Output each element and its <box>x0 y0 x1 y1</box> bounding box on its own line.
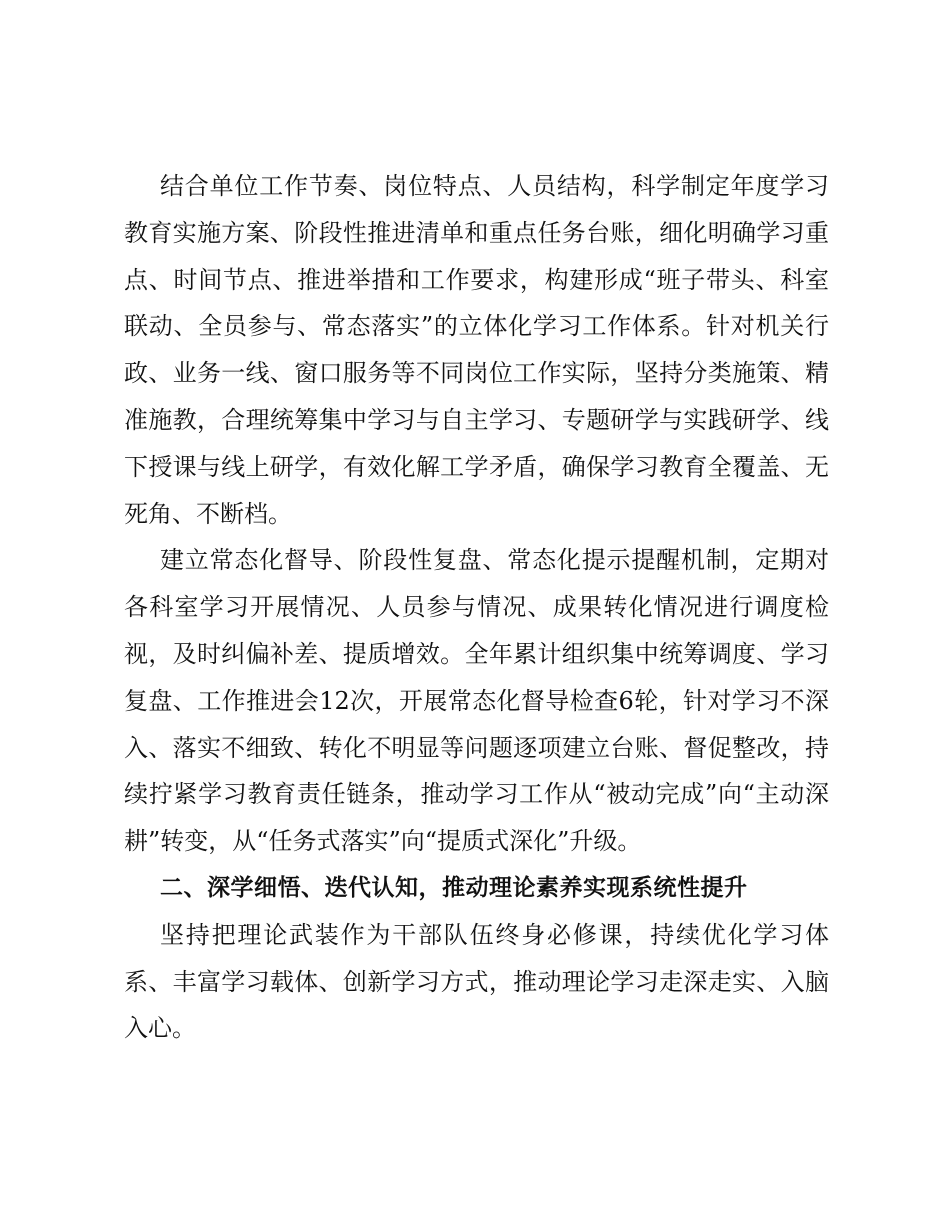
section-heading: 二、深学细悟、迭代认知，推动理论素养实现系统性提升 <box>160 874 748 901</box>
body-paragraph-planning: 结合单位工作节奏、岗位特点、人员结构，科学制定年度学习教育实施方案、阶段性推进清单和重点任务台账，细化明确学习重点、时间节点、推进举措和工作要求，构建形成“班子带头、科室联动、全员参与、常态落实”的立体化学习工作体系。针对机关行政、业务一线、窗口服务等不同岗位工作实际，坚持分类施策、精准施教，合理统筹集中学习与自主学习、专题研学与实践研学、线下授课与线上研学，有效化解工学矛盾，确保学习教育全覆盖、无死角、不断档。 <box>124 172 829 528</box>
body-paragraph-supervision: 建立常态化督导、阶段性复盘、常态化提示提醒机制，定期对各科室学习开展情况、人员参与情况、成果转化情况进行调度检视，及时纠偏补差、提质增效。全年累计组织集中统筹调度、学习复盘、工作推进会12次，开展常态化督导检查6轮，针对学习不深入、落实不细致、转化不明显等问题逐项建立台账、督促整改，持续拧紧学习教育责任链条，推动学习工作从“被动完成”向“主动深耕”转变，从“任务式落实”向“提质式深化”升级。 <box>124 546 829 856</box>
document-body <box>124 163 829 1052</box>
body-paragraph-theory: 坚持把理论武装作为干部队伍终身必修课，持续优化学习体系、丰富学习载体、创新学习方式，推动理论学习走深走实、入脑入心。 <box>124 920 829 1043</box>
